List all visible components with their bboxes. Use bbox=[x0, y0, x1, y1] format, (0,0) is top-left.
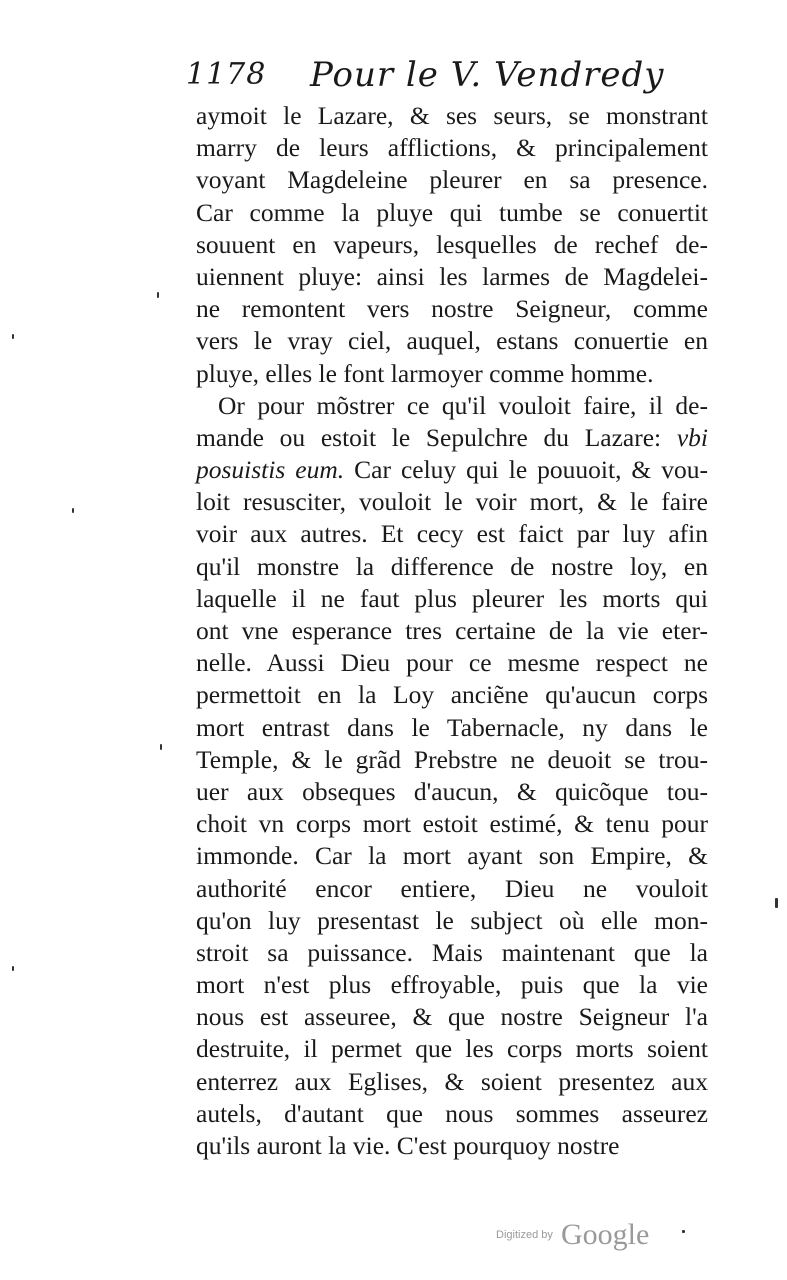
text-line: marry de leurs afflictions, & principalement bbox=[196, 133, 708, 163]
text-line bbox=[196, 422, 708, 454]
watermark-prefix: Digitized by bbox=[496, 1229, 553, 1241]
latin-quote: posuistis eum. bbox=[196, 455, 345, 485]
text-line: autels, d'autant que nous sommes asseurez bbox=[196, 1098, 708, 1128]
text-line: nous est asseuree, & que nostre Seigneur l'a bbox=[196, 1002, 708, 1032]
text-line: choit vn corps mort estoit estimé, & tenu pour bbox=[196, 809, 708, 839]
text-line: voyant Magdeleine pleurer en sa presence. bbox=[196, 165, 708, 195]
text-line: enterrez aux Eglises, & soient presentez aux bbox=[196, 1066, 708, 1096]
paragraph-start-line: Or pour mõstrer ce qu'il vouloit faire, il de- bbox=[218, 390, 708, 420]
text-segment: Car celuy qui le pouuoit, & vou- bbox=[354, 455, 709, 485]
ink-speck bbox=[12, 966, 14, 971]
ink-speck bbox=[157, 292, 159, 298]
ink-speck bbox=[160, 744, 162, 750]
body-text bbox=[196, 100, 708, 1162]
text-line: qu'il monstre la difference de nostre loy, en bbox=[196, 551, 708, 581]
text-line: uiennent pluye: ainsi les larmes de Magdelei- bbox=[196, 261, 708, 291]
ink-speck bbox=[12, 334, 14, 339]
text-segment: mande ou estoit le Sepulchre du Lazare: bbox=[196, 422, 662, 452]
running-title: Pour le V. Vendredy bbox=[310, 55, 665, 95]
text-line: Temple, & le grãd Prebstre ne deuoit se trou- bbox=[196, 744, 708, 774]
text-line: mort entrast dans le Tabernacle, ny dans le bbox=[196, 712, 708, 742]
text-line: stroit sa puissance. Mais maintenant que la bbox=[196, 937, 708, 967]
ink-speck bbox=[775, 898, 778, 908]
latin-quote: vbi bbox=[676, 422, 709, 452]
text-line: pluye, elles le font larmoyer comme homme. bbox=[196, 358, 654, 388]
text-line: laquelle il ne faut plus pleurer les morts qui bbox=[196, 583, 708, 613]
text-line: uer aux obseques d'aucun, & quicõque tou- bbox=[196, 776, 708, 806]
text-line: ont vne esperance tres certaine de la vie eter- bbox=[196, 616, 708, 645]
text-line: Car comme la pluye qui tumbe se conuertit bbox=[196, 197, 708, 227]
text-line: souuent en vapeurs, lesquelles de rechef de- bbox=[196, 229, 708, 259]
text-line: vers le vray ciel, auquel, estans conuertie en bbox=[196, 326, 708, 356]
text-line: qu'ils auront la vie. C'est pourquoy nostre bbox=[196, 1131, 620, 1160]
digitized-by-google-watermark bbox=[496, 1218, 649, 1254]
text-line: authorité encor entiere, Dieu ne vouloit bbox=[196, 873, 708, 903]
text-line: ne remontent vers nostre Seigneur, comme bbox=[196, 294, 708, 324]
text-line: aymoit le Lazare, & ses seurs, se monstrant bbox=[196, 101, 708, 130]
text-line: destruite, il permet que les corps morts soient bbox=[196, 1034, 708, 1064]
text-line: qu'on luy presentast le subject où elle mon- bbox=[196, 905, 708, 935]
google-wordmark: Google bbox=[560, 1218, 650, 1251]
text-line: nelle. Aussi Dieu pour ce mesme respect ne bbox=[196, 648, 708, 678]
text-line: mort n'est plus effroyable, puis que la vie bbox=[196, 970, 708, 1000]
page-header bbox=[186, 52, 706, 98]
text-line: loit resusciter, vouloit le voir mort, & le faire bbox=[196, 487, 708, 517]
text-line: permettoit en la Loy anciẽne qu'aucun corps bbox=[196, 680, 708, 710]
page-number: 1178 bbox=[186, 57, 267, 92]
ink-speck bbox=[682, 1230, 685, 1233]
text-line: voir aux autres. Et cecy est faict par luy afin bbox=[196, 519, 708, 549]
text-line bbox=[196, 454, 708, 486]
ink-speck bbox=[72, 508, 74, 513]
text-line: immonde. Car la mort ayant son Empire, & bbox=[196, 841, 708, 871]
